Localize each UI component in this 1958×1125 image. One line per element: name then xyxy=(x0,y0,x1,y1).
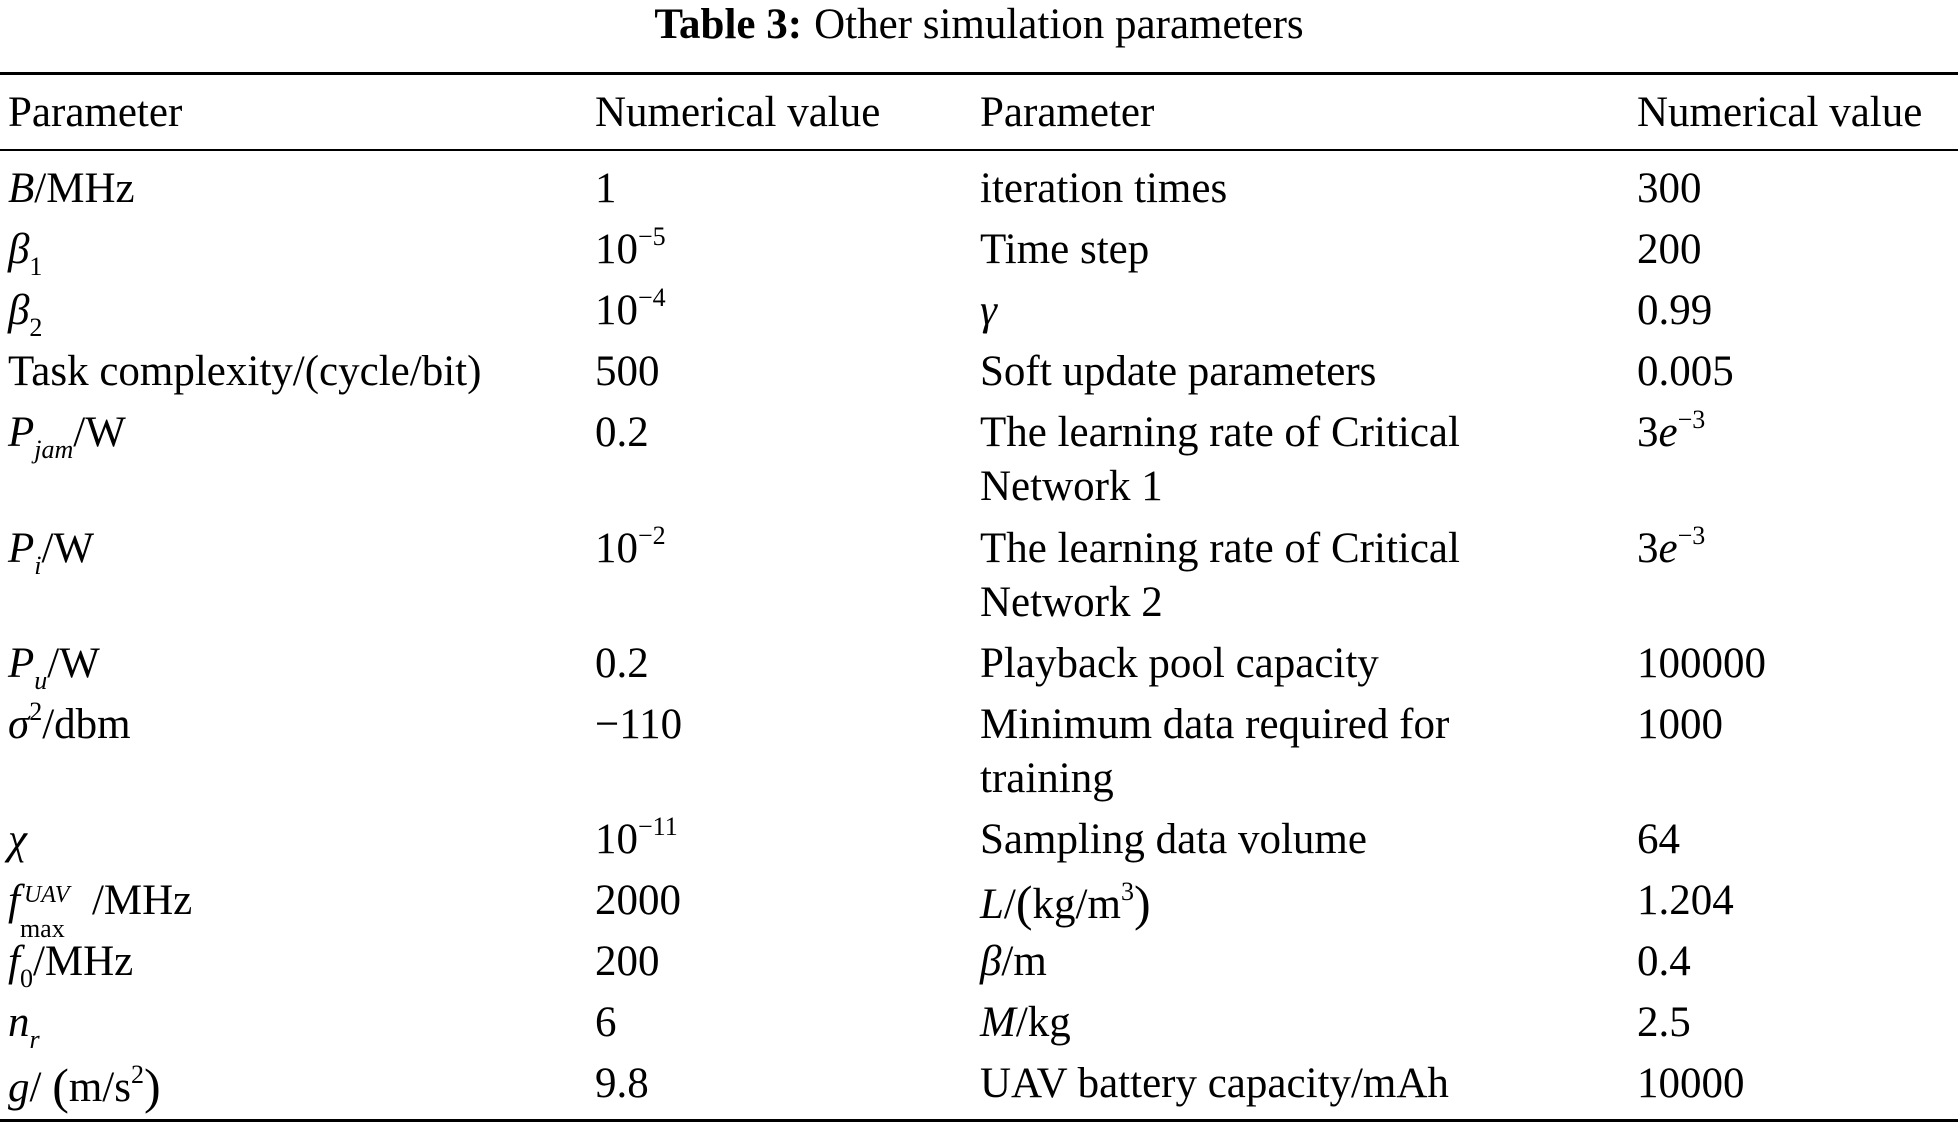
header-value-2: Numerical value xyxy=(1637,89,1923,136)
value-cell: 2.5 xyxy=(1637,999,1691,1046)
value-cell: 0.4 xyxy=(1637,938,1691,985)
param-cell: $\beta_1$ xyxy=(8,226,43,281)
param-cell: γ xyxy=(980,287,997,334)
value-cell: 200 xyxy=(1637,226,1702,273)
param-cell: iteration times xyxy=(980,165,1228,212)
value-cell: 500 xyxy=(595,348,660,395)
value-cell: $3e^{-3}$ xyxy=(1637,405,1706,456)
value-cell: 200 xyxy=(595,938,660,985)
bottom-rule xyxy=(0,1119,1958,1122)
table-caption xyxy=(0,0,1958,50)
param-cell: B/MHz xyxy=(8,165,135,212)
param-cell: Playback pool capacity xyxy=(980,640,1379,687)
value-cell: 2000 xyxy=(595,877,681,924)
value-cell: 0.99 xyxy=(1637,287,1713,334)
param-cell: $\beta_2$ xyxy=(8,287,43,342)
value-cell: 10000 xyxy=(1637,1060,1745,1107)
table-label: Table 3: xyxy=(654,1,803,48)
value-cell: $3e^{-3}$ xyxy=(1637,521,1706,572)
value-cell: 1000 xyxy=(1637,701,1723,748)
header-value-1: Numerical value xyxy=(595,89,881,136)
header-parameter-2: Parameter xyxy=(980,89,1155,136)
value-cell: $10^{-4}$ xyxy=(595,283,666,334)
value-cell: 0.2 xyxy=(595,409,649,456)
param-cell: $L/(kg/m^3)$ xyxy=(980,875,1151,931)
param-cell: Time step xyxy=(980,226,1150,273)
value-cell: 0.005 xyxy=(1637,348,1734,395)
value-cell: $10^{-11}$ xyxy=(595,812,678,863)
param-cell: M/kg xyxy=(980,999,1071,1046)
param-cell: Soft update parameters xyxy=(980,348,1377,395)
table-title: Other simulation parameters xyxy=(814,1,1304,48)
value-cell: 6 xyxy=(595,999,617,1046)
param-cell: Sampling data volume xyxy=(980,816,1367,863)
param-cell: UAV battery capacity/mAh xyxy=(980,1060,1449,1107)
value-cell: 64 xyxy=(1637,816,1680,863)
param-cell: Task complexity/(cycle/bit) xyxy=(8,348,482,395)
param-cell: The learning rate of Critical Network 2 xyxy=(980,525,1460,626)
param-cell: $P_u/W$ xyxy=(8,640,100,695)
param-cell: $P_{jam}/W$ xyxy=(8,409,126,464)
value-cell: 9.8 xyxy=(595,1060,649,1107)
value-cell: 300 xyxy=(1637,165,1702,212)
value-cell: 1.204 xyxy=(1637,877,1734,924)
param-cell: $n_r$ xyxy=(8,999,40,1054)
param-cell: f UAV max /MHz xyxy=(8,877,193,943)
param-cell: $P_i/W$ xyxy=(8,525,95,580)
top-rule xyxy=(0,72,1958,75)
value-cell: $10^{-2}$ xyxy=(595,521,666,572)
value-cell: 0.2 xyxy=(595,640,649,687)
value-cell: 100000 xyxy=(1637,640,1766,687)
param-cell: χ xyxy=(8,816,27,863)
value-cell: −110 xyxy=(595,701,683,748)
param-cell: g/ $(m/s^2)$ xyxy=(8,1058,161,1114)
param-cell: $f_0$/MHz xyxy=(8,938,134,993)
value-cell: 1 xyxy=(595,165,617,212)
value-cell: $10^{-5}$ xyxy=(595,222,666,273)
param-cell: Minimum data required for training xyxy=(980,701,1450,802)
param-cell: The learning rate of Critical Network 1 xyxy=(980,409,1460,510)
param-cell: β/m xyxy=(980,938,1047,985)
header-rule xyxy=(0,149,1958,151)
param-cell: $\sigma^2$/dbm xyxy=(8,697,131,748)
header-parameter-1: Parameter xyxy=(8,89,183,136)
